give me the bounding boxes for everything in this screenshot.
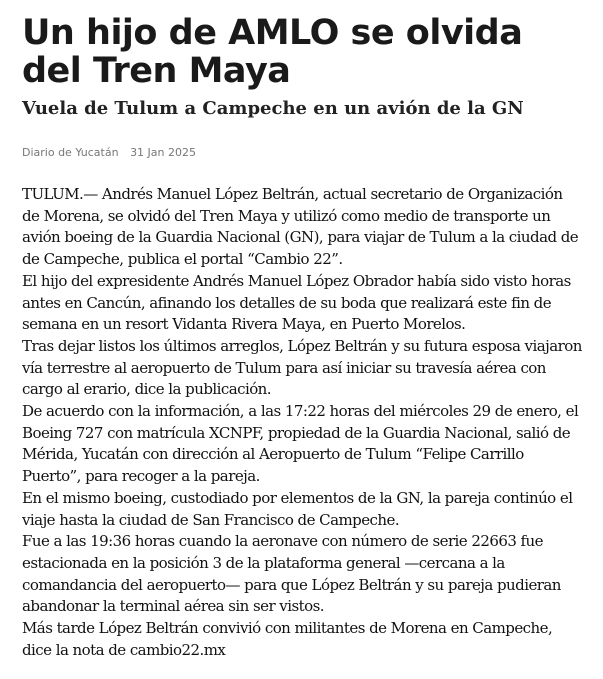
paragraph: Tras dejar listos los últimos arreglos, López Beltrán y su futura esposa viajaron vía terrestre al aeropuerto de Tulum para así iniciar su travesía aérea con cargo al erario, dice la publicación. (22, 336, 582, 399)
paragraph: Más tarde López Beltrán convivió con militantes de Morena en Campeche, dice la nota de cambio22.mx (22, 619, 553, 659)
article-body (22, 184, 582, 661)
paragraph: En el mismo boeing, custodiado por elementos de la GN, la pareja continúo el viaje hasta la ciudad de San Francisco de Campeche. (22, 488, 573, 529)
publish-date: 31 Jan 2025 (130, 146, 197, 159)
paragraph: De acuerdo con la información, a las 17:22 horas del miércoles 29 de enero, el Boeing 727 con matrícula XCNPF, propiedad de la Guardia Nacional, salió de Mérida, Yucatán con dirección al Aeropuerto de Tulum “Felipe Carrillo Puerto”, para recoger a la pareja. (22, 402, 579, 486)
article (22, 14, 582, 661)
subtitle: Vuela de Tulum a Campeche en un avión de la GN (22, 98, 524, 119)
source-name: Diario de Yucatán (22, 146, 119, 159)
article-meta (22, 146, 582, 160)
paragraph: Fue a las 19:36 horas cuando la aeronave con número de serie 22663 fue estacionada en la posición 3 de la plataforma general —cercana a la comandancia del aeropuerto— para que López Beltrán y su pareja pudieran abandonar la terminal aérea sin ser vistos. (22, 532, 561, 616)
paragraph: El hijo del expresidente Andrés Manuel López Obrador había sido visto horas antes en Cancún, afinando los detalles de su boda que realizará este fin de semana en un resort Vidanta Rivera Maya, en Puerto Morelos. (22, 271, 571, 334)
paragraph: TULUM.— Andrés Manuel López Beltrán, actual secretario de Organización de Morena, se olvidó del Tren Maya y utilizó como medio de transporte un avión boeing de la Guardia Nacional (GN), para viajar de Tulum a la ciudad de de Campeche, publica el portal “Cambio 22”. (22, 185, 579, 269)
headline: Un hijo de AMLO se olvida del Tren Maya (22, 13, 523, 91)
